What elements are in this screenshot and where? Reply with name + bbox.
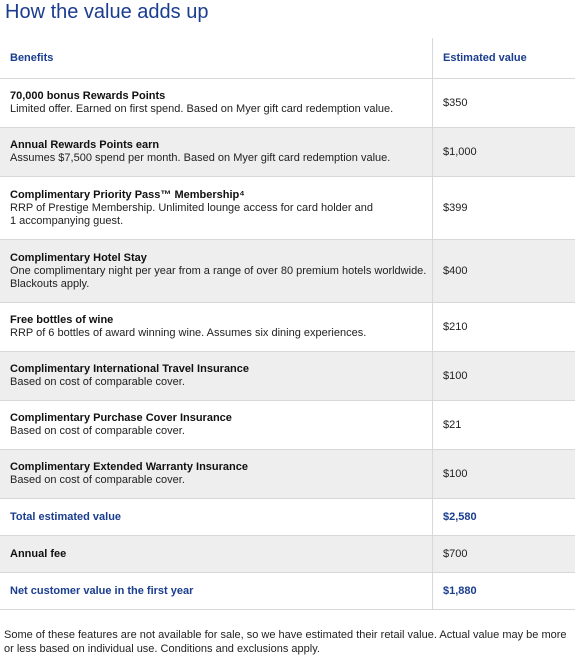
benefit-value: $399 [433,177,575,240]
benefit-value: $400 [433,240,575,303]
benefit-value: $210 [433,303,575,352]
benefit-name: Complimentary Hotel Stay [10,251,147,264]
benefit-name: 70,000 bonus Rewards Points [10,90,166,102]
benefit-cell [0,303,433,352]
benefit-cell [0,352,433,401]
table-row [0,450,575,499]
benefit-value: $1,000 [433,128,575,177]
benefit-value: $100 [433,352,575,401]
benefit-name: Free bottles of wine [10,314,114,326]
column-header-estimated-value: Estimated value [433,38,575,79]
benefit-cell [0,450,433,499]
benefit-name: Complimentary Priority Pass™ Membership⁴ [10,188,245,201]
benefit-description: Limited offer. Earned on first spend. Based on Myer gift card redemption value. [10,103,394,115]
benefit-description: Based on cost of comparable cover. [10,474,185,486]
benefit-cell [0,128,433,177]
page-title: How the value adds up [5,1,209,23]
total-label: Total estimated value [0,499,433,536]
benefit-value: $100 [433,450,575,499]
benefit-description: Blackouts apply. [10,277,90,290]
benefit-name: Annual Rewards Points earn [10,139,160,151]
column-header-benefits: Benefits [0,38,433,79]
benefit-name: Complimentary Extended Warranty Insurance [10,461,248,473]
benefit-value: $350 [433,79,575,128]
table-header-row [0,38,575,79]
footnote: Some of these features are not available for sale, so we have estimated their retail value. Actual value may be more or less based on individual use. Conditions and exclusions apply. [4,629,567,655]
benefit-value: $21 [433,401,575,450]
benefit-description: Based on cost of comparable cover. [10,425,185,437]
table-row [0,79,575,128]
table-row [0,303,575,352]
benefit-description: RRP of Prestige Membership. Unlimited lounge access for card holder and [10,201,373,214]
benefit-name: Complimentary International Travel Insurance [10,363,250,375]
benefit-description: Based on cost of comparable cover. [10,376,185,388]
benefit-cell [0,79,433,128]
benefit-description: 1 accompanying guest. [10,214,124,227]
table-row [0,128,575,177]
table-row [0,352,575,401]
annual-fee-row [0,536,575,573]
benefit-name: Complimentary Purchase Cover Insurance [10,412,232,424]
net-value-amount: $1,880 [433,573,575,610]
net-value-row [0,573,575,610]
table-row [0,177,575,240]
total-value: $2,580 [433,499,575,536]
benefit-description: Assumes $7,500 spend per month. Based on Myer gift card redemption value. [10,152,391,164]
annual-fee-label: Annual fee [0,536,433,573]
table-row [0,240,575,303]
table-row [0,401,575,450]
benefit-cell [0,240,433,303]
total-row [0,499,575,536]
net-value-label: Net customer value in the first year [0,573,433,610]
annual-fee-value: $700 [433,536,575,573]
benefit-cell [0,177,433,240]
benefit-description: RRP of 6 bottles of award winning wine. Assumes six dining experiences. [10,327,367,339]
benefit-cell [0,401,433,450]
benefit-description: One complimentary night per year from a range of over 80 premium hotels worldwide. [10,264,427,277]
benefits-table [0,38,575,610]
